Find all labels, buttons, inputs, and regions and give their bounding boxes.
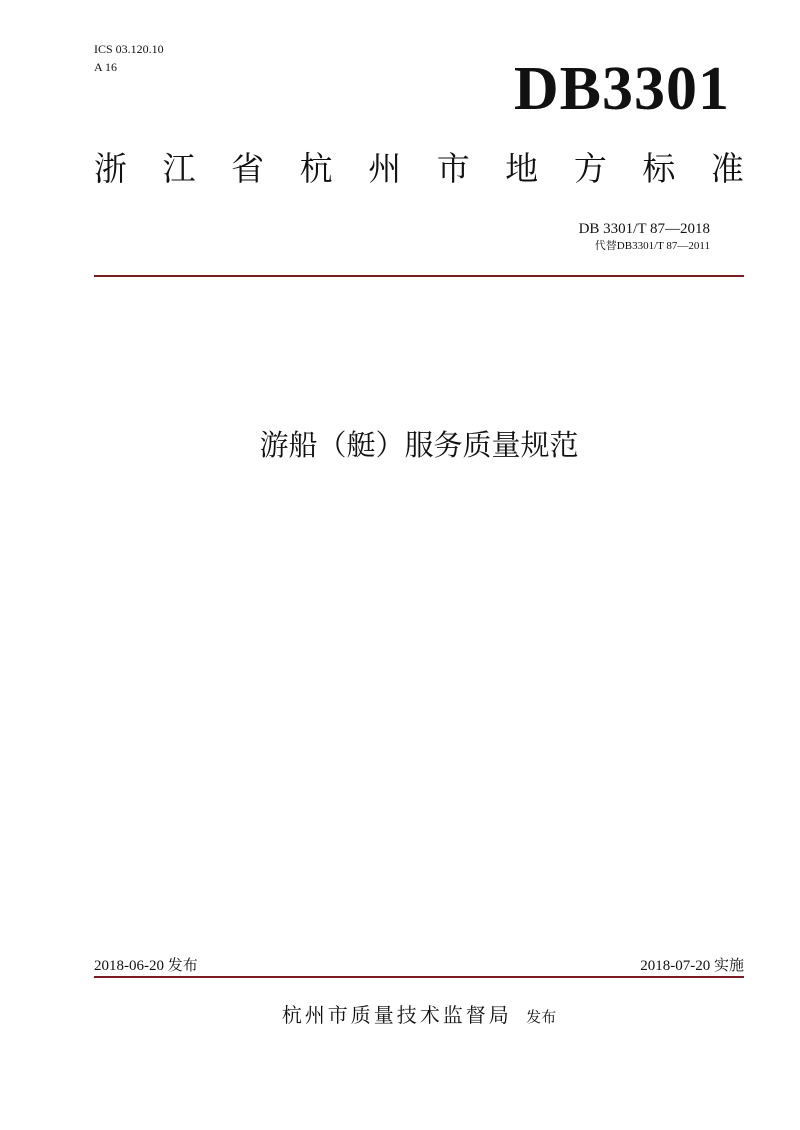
- ics-code: ICS 03.120.10: [94, 42, 164, 56]
- publisher-line: [94, 1000, 744, 1032]
- authority-char: 方: [573, 149, 607, 188]
- issue-date-value: 2018-06-20: [94, 958, 164, 974]
- implementation-date: [480, 955, 744, 976]
- footer-divider: [94, 976, 744, 978]
- replaced-standard: 代替DB3301/T 87—2011: [594, 240, 710, 252]
- authority-char: 浙: [94, 149, 127, 188]
- publisher-suffix: 发布: [526, 1008, 557, 1026]
- implementation-date-label: 实施: [713, 956, 744, 974]
- authority-char: 标: [642, 149, 676, 188]
- ccs-code: A 16: [94, 60, 118, 74]
- header-divider: [94, 275, 744, 277]
- authority-char: 州: [368, 149, 402, 188]
- standard-number: DB 3301/T 87—2018: [578, 221, 710, 237]
- issuing-authority-banner: [94, 146, 744, 192]
- standard-code-logo: DB3301: [513, 55, 730, 123]
- authority-char: 江: [162, 149, 196, 188]
- document-title: 游船（艇）服务质量规范: [259, 428, 579, 462]
- classification-codes: [94, 40, 164, 76]
- issue-date: [94, 955, 198, 976]
- authority-char: 准: [710, 149, 744, 188]
- authority-char: 杭: [299, 149, 333, 188]
- authority-char: 市: [436, 149, 470, 188]
- issue-date-label: 发布: [167, 956, 198, 974]
- authority-char: 省: [231, 149, 265, 188]
- publisher-name: 杭州市质量技术监督局: [281, 1003, 512, 1027]
- authority-char: 地: [505, 149, 539, 188]
- implementation-date-value: 2018-07-20: [640, 958, 711, 974]
